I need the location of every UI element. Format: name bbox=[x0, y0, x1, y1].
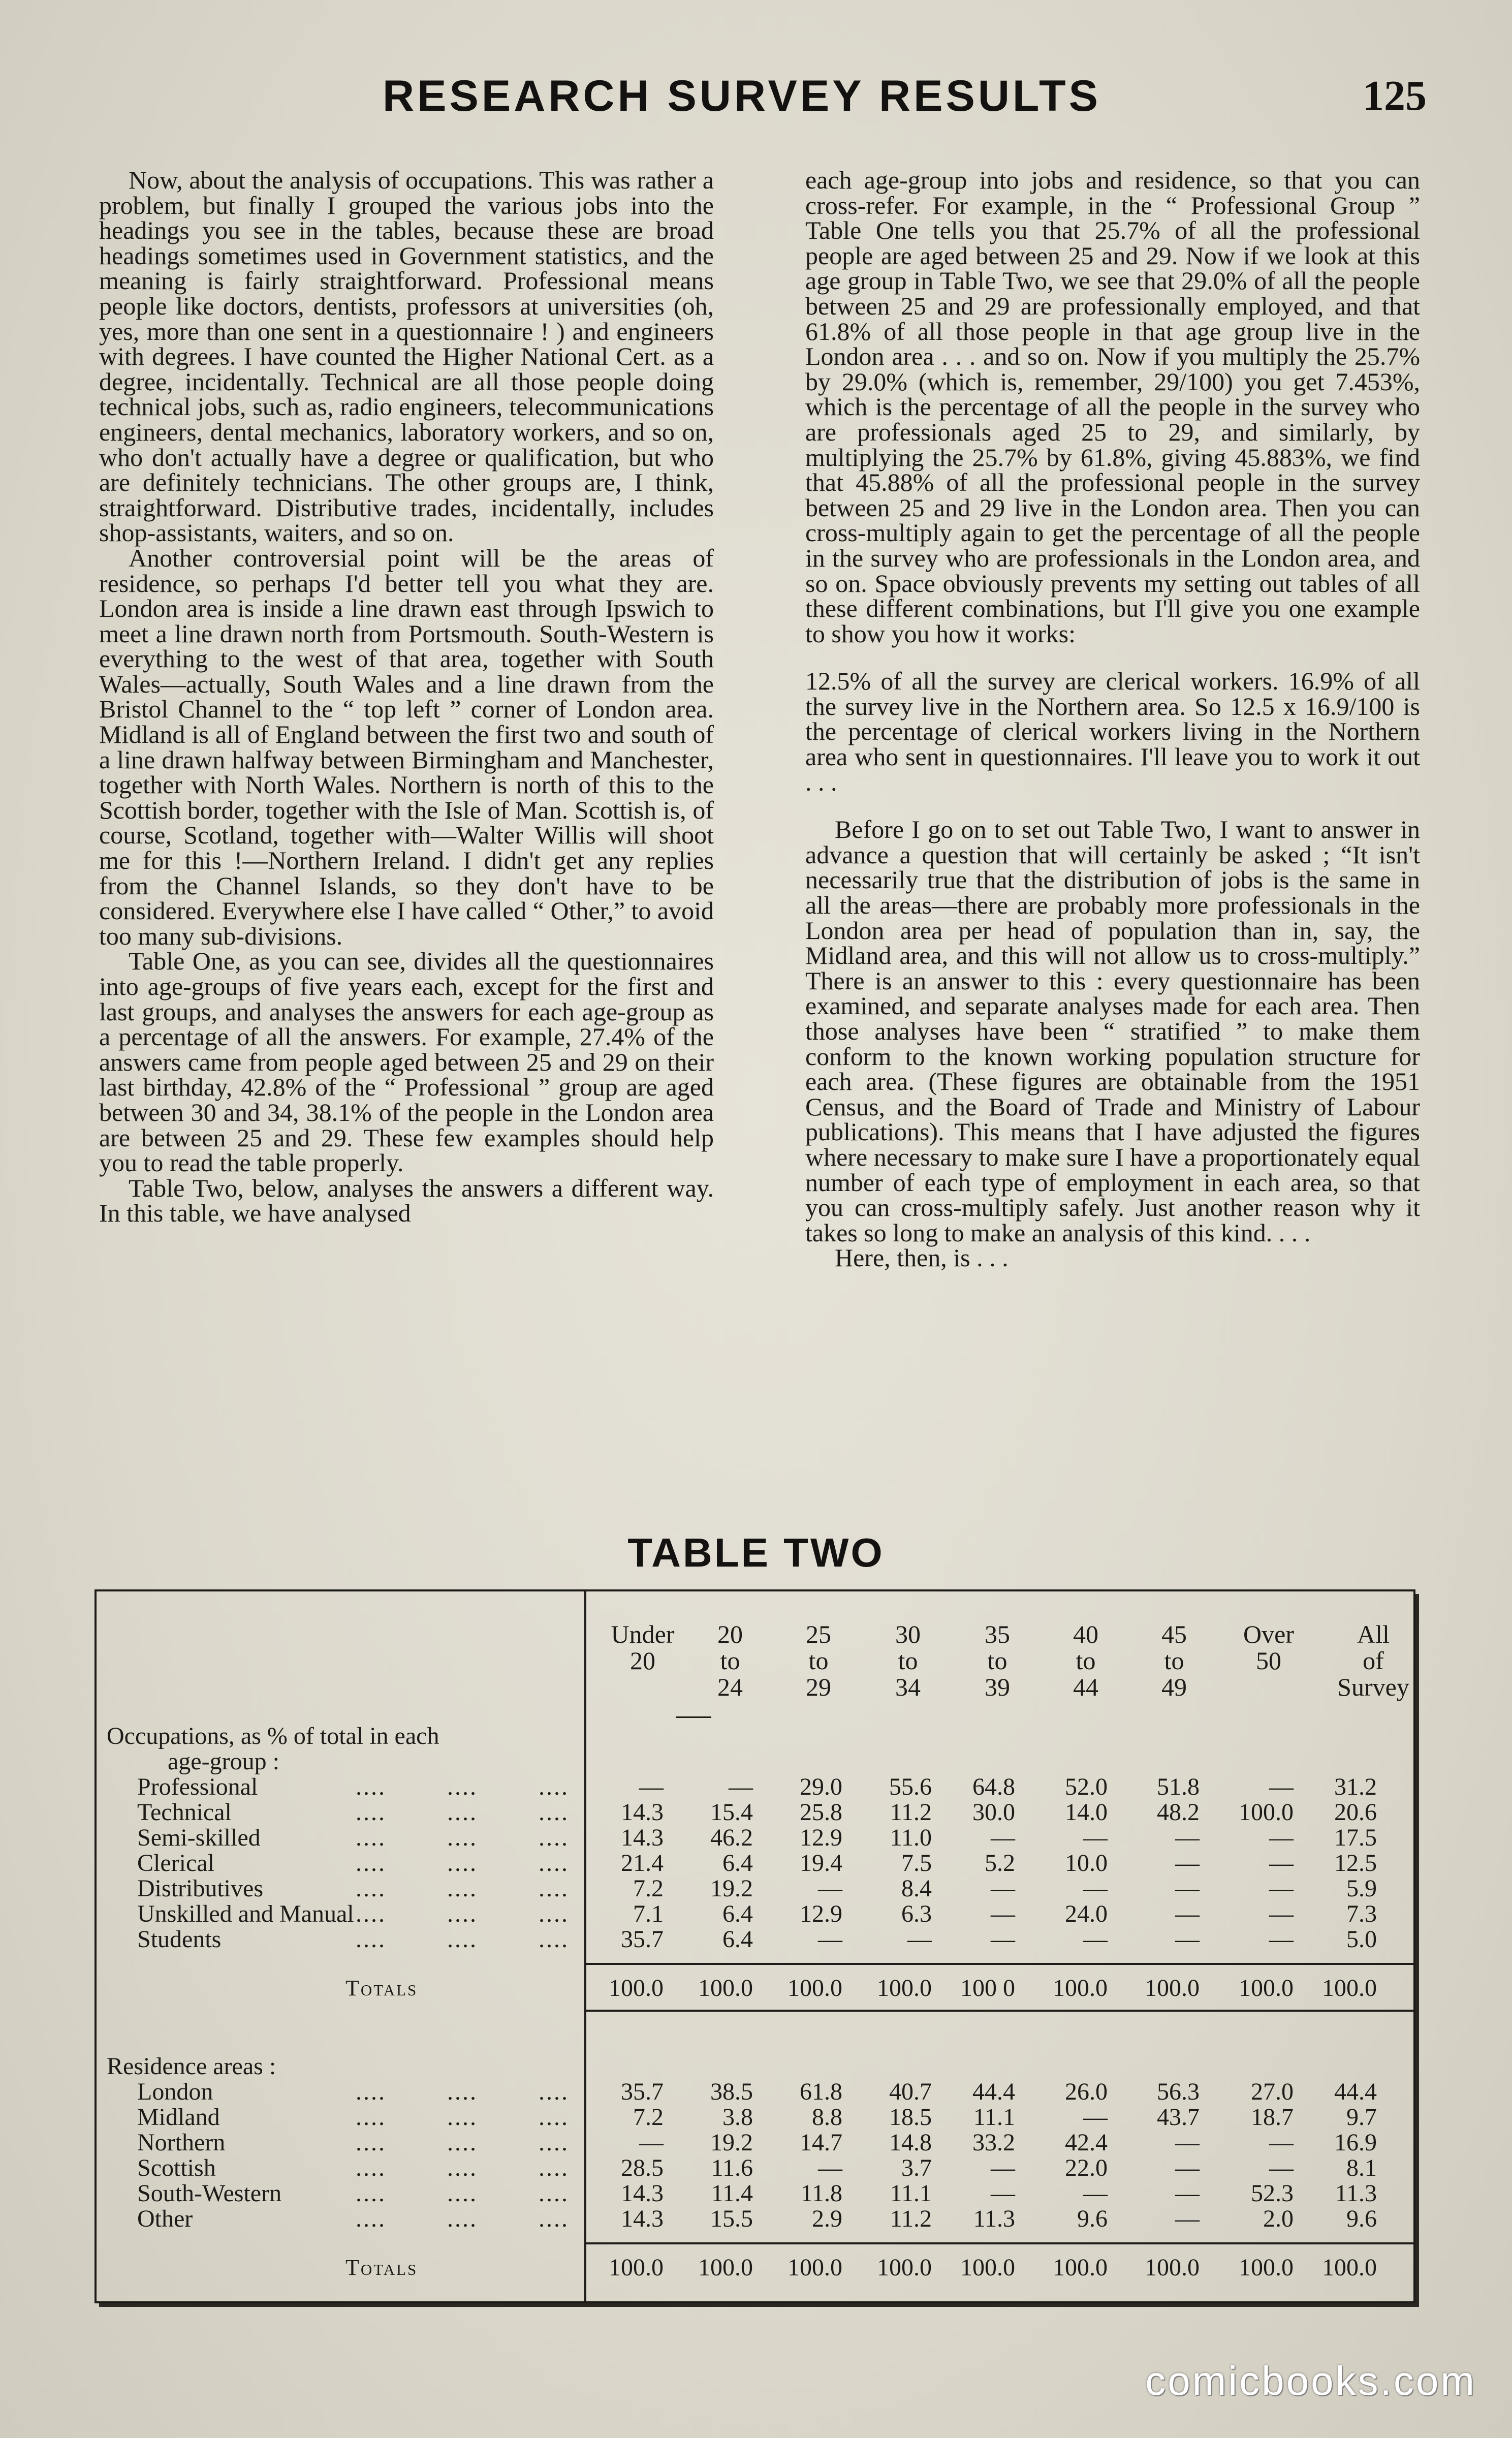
table-cell: 12.5 bbox=[1334, 1850, 1377, 1877]
table-cell: — bbox=[639, 2129, 664, 2156]
table-cell: — bbox=[991, 1824, 1015, 1851]
table-cell: 11.1 bbox=[890, 2180, 932, 2207]
leader-dots: .... bbox=[447, 1900, 478, 1927]
table-cell: 24.0 bbox=[1065, 1900, 1108, 1927]
table-cell: 5.2 bbox=[985, 1850, 1015, 1877]
table-cell: 31.2 bbox=[1334, 1773, 1377, 1800]
table-cell: — bbox=[907, 1926, 932, 1953]
table-cell: 8.4 bbox=[901, 1875, 932, 1902]
leader-dots: .... bbox=[447, 2180, 478, 2207]
totals-cell: 100.0 bbox=[1145, 2254, 1200, 2281]
table-cell: 11.1 bbox=[973, 2104, 1015, 2131]
table-cell: — bbox=[1269, 1875, 1294, 1902]
table-cell: 55.6 bbox=[889, 1773, 932, 1800]
column-header-line: 20 bbox=[630, 1646, 655, 1675]
table-cell: 18.7 bbox=[1251, 2104, 1294, 2131]
table-cell: 43.7 bbox=[1157, 2104, 1200, 2131]
table-cell: 28.5 bbox=[621, 2154, 664, 2181]
leader-dots: .... bbox=[539, 1926, 569, 1953]
totals-label: Totals bbox=[345, 1976, 418, 2001]
leader-dots: .... bbox=[539, 2078, 569, 2105]
table-cell: 11.6 bbox=[711, 2154, 753, 2181]
leader-dots: .... bbox=[539, 1875, 569, 1902]
paragraph: Table Two, below, analyses the answers a different way. In this table, we have analysed bbox=[99, 1173, 714, 1228]
table-cell: 44.4 bbox=[972, 2078, 1015, 2105]
table-rule bbox=[584, 2010, 1415, 2012]
table-rule bbox=[584, 1963, 1415, 1965]
totals-cell: 100.0 bbox=[1322, 1975, 1377, 2002]
table-cell: 15.4 bbox=[710, 1799, 753, 1826]
row-label: Technical bbox=[137, 1799, 232, 1826]
table-cell: 48.2 bbox=[1157, 1799, 1200, 1826]
table-cell: 3.8 bbox=[722, 2104, 753, 2131]
watermark: comicbooks.com bbox=[1145, 2358, 1476, 2403]
table-cell: 56.3 bbox=[1157, 2078, 1200, 2105]
table-cell: 22.0 bbox=[1065, 2154, 1108, 2181]
table-cell: 6.4 bbox=[722, 1900, 753, 1927]
table-cell: 11.8 bbox=[800, 2180, 842, 2207]
row-label: Clerical bbox=[137, 1850, 214, 1877]
leader-dots: .... bbox=[356, 2104, 386, 2131]
table-cell: 51.8 bbox=[1157, 1773, 1200, 1800]
table-cell: — bbox=[1175, 2154, 1200, 2181]
table-rule bbox=[584, 2242, 1415, 2244]
leader-dots: .... bbox=[356, 1824, 386, 1851]
leader-dots: .... bbox=[356, 1799, 386, 1826]
paragraph: Now, about the analysis of occupations. This was rather a problem, but finally I grouped the various jobs into the headings you see in the tables, because these are broad headings sometimes used in Government statistics, and the meaning is fairly straightforward. Professional means people like doctors, dentists, professors at universities (oh, yes, more than one sent in a questionnaire ! ) and engineers with degrees. I have counted the Higher National Cert. as a degree, incidentally. Technical are all those people doing technical jobs, such as, radio engineers, telecommunications engineers, dental mechanics, laboratory workers, and so on, who don't actually have a degree or qualification, but who are definitely technicians. The other groups are, I think, straightforward. Distributive trades, incidentally, includes shop-assistants, waiters, and so on. bbox=[99, 166, 714, 547]
table-cell: — bbox=[1269, 2154, 1294, 2181]
left-text-column bbox=[99, 168, 714, 1226]
table-cell: 16.9 bbox=[1334, 2129, 1377, 2156]
table-cell: 9.6 bbox=[1077, 2205, 1108, 2232]
leader-dots: .... bbox=[539, 2129, 569, 2156]
table-divider bbox=[584, 1589, 586, 2303]
table-cell: — bbox=[1083, 1926, 1108, 1953]
table-cell: — bbox=[729, 1773, 753, 1800]
table-cell: 20.6 bbox=[1334, 1799, 1377, 1826]
totals-cell: 100.0 bbox=[877, 1975, 932, 2002]
column-header-line: 39 bbox=[985, 1673, 1010, 1701]
table-cell: 14.3 bbox=[621, 1799, 664, 1826]
totals-cell: 100.0 bbox=[788, 2254, 842, 2281]
leader-dots: .... bbox=[539, 1850, 569, 1877]
totals-cell: 100.0 bbox=[1053, 2254, 1108, 2281]
residence-label: Residence areas : bbox=[107, 2053, 276, 2080]
column-header-line: 45 bbox=[1161, 1620, 1187, 1648]
column-header bbox=[1213, 1621, 1325, 1700]
table-cell: — bbox=[1269, 1926, 1294, 1953]
paragraph: Table One, as you can see, divides all the questionnaires into age-groups of five years each, except for the first and last groups, and analyses the answers for each age-group as a percentage of all the answers. For example, 27.4% of the answers came from people aged between 25 and 29 on their last birthday, 42.8% of the “ Professional ” group are aged between 30 and 34, 38.1% of the people in the London area are between 25 and 29. These few examples should help you to read the table properly. bbox=[99, 947, 714, 1177]
column-header-line: 44 bbox=[1073, 1673, 1098, 1701]
leader-dots: .... bbox=[447, 1875, 478, 1902]
table-cell: 19.2 bbox=[710, 2129, 753, 2156]
leader-dots: .... bbox=[356, 2129, 386, 2156]
table-cell: — bbox=[1175, 1850, 1200, 1877]
leader-dots: .... bbox=[356, 1850, 386, 1877]
leader-dots: .... bbox=[356, 2180, 386, 2207]
table-cell: — bbox=[639, 1773, 664, 1800]
column-header-line: 35 bbox=[985, 1620, 1010, 1648]
table-cell: 30.0 bbox=[972, 1799, 1015, 1826]
table-cell: 7.5 bbox=[901, 1850, 932, 1877]
table-cell: — bbox=[1175, 2129, 1200, 2156]
table-cell: 6.4 bbox=[722, 1850, 753, 1877]
table-cell: 27.0 bbox=[1251, 2078, 1294, 2105]
occupations-label-line2: age-group : bbox=[168, 1748, 279, 1775]
totals-cell: 100.0 bbox=[1145, 1975, 1200, 2002]
table-cell: — bbox=[991, 2180, 1015, 2207]
column-header-line: to bbox=[1076, 1646, 1096, 1675]
leader-dots: .... bbox=[447, 2154, 478, 2181]
table-cell: 3.7 bbox=[901, 2154, 932, 2181]
paragraph: Before I go on to set out Table Two, I want to answer in advance a question that will certainly be asked ; “It isn't necessarily true that the distribution of jobs is the same in all the areas—there are probably more professionals in the London area per head of population than in, say, the Midland area, and this will not allow us to cross-multiply.” There is an answer to this : every questionnaire has been examined, and separate analyses made for each area. Then those analyses have been “ stratified ” to make them conform to the known working population structure for each area. (These figures are obtainable from the 1951 Census, and the Board of Trade and Ministry of Labour publications). This means that I have adjusted the figures where necessary to make sure I have a proportionately equal number of each type of employment in each area, so that you can cross-multiply safely. Just another reason why it takes so long to make an analysis of this kind. . . . bbox=[805, 815, 1420, 1247]
paragraph: Another controversial point will be the areas of residence, so perhaps I'd better tell you what they are. London area is inside a line drawn east through Ipswich to meet a line drawn north from Portsmouth. South-Western is everything to the west of that area, together with South Wales—actually, South Wales and a line drawn from the Bristol Channel to the “ top left ” corner of London area. Midland is all of England between the first two and south of a line drawn halfway between Birmingham and Manchester, together with North Wales. Northern is north of this to the Scottish border, together with the Isle of Man. Scottish is, of course, Scotland, together with—Walter Willis will shoot me for this !—Northern Ireland. I didn't get any replies from the Channel Islands, so they don't have to be considered. Everywhere else I have called “ Other,” to avoid too many sub-divisions. bbox=[99, 543, 714, 950]
column-header-line: Survey bbox=[1337, 1673, 1409, 1701]
table-cell: 11.2 bbox=[890, 1799, 932, 1826]
table-cell: 100.0 bbox=[1239, 1799, 1294, 1826]
table-cell: 10.0 bbox=[1065, 1850, 1108, 1877]
table-cell: 2.9 bbox=[812, 2205, 842, 2232]
leader-dots: .... bbox=[356, 2078, 386, 2105]
table-cell: 12.9 bbox=[800, 1824, 842, 1851]
table-cell: — bbox=[818, 1875, 842, 1902]
table-cell: 26.0 bbox=[1065, 2078, 1108, 2105]
table-cell: — bbox=[1269, 1773, 1294, 1800]
totals-cell: 100.0 bbox=[1053, 1975, 1108, 2002]
table-cell: 8.1 bbox=[1346, 2154, 1377, 2181]
table-cell: 64.8 bbox=[972, 1773, 1015, 1800]
table-cell: 7.3 bbox=[1346, 1900, 1377, 1927]
table-cell: 14.7 bbox=[800, 2129, 842, 2156]
column-header-line: Over bbox=[1243, 1620, 1294, 1648]
table-cell: — bbox=[1083, 1875, 1108, 1902]
leader-dots: .... bbox=[356, 1926, 386, 1953]
table-cell: 42.4 bbox=[1065, 2129, 1108, 2156]
table-cell: — bbox=[991, 1900, 1015, 1927]
table-cell: 14.0 bbox=[1065, 1799, 1108, 1826]
leader-dots: .... bbox=[447, 1799, 478, 1826]
table-cell: 5.9 bbox=[1346, 1875, 1377, 1902]
table-cell: 46.2 bbox=[710, 1824, 753, 1851]
totals-cell: 100.0 bbox=[788, 1975, 842, 2002]
column-header-line: 29 bbox=[806, 1673, 831, 1701]
leader-dots: .... bbox=[356, 2205, 386, 2232]
row-label: Semi-skilled bbox=[137, 1824, 261, 1851]
row-label: Midland bbox=[137, 2104, 220, 2131]
column-header-line: to bbox=[720, 1646, 740, 1675]
table-cell: 6.4 bbox=[722, 1926, 753, 1953]
table-cell: 35.7 bbox=[621, 1926, 664, 1953]
row-label: Unskilled and Manual bbox=[137, 1900, 354, 1927]
table-title: TABLE TWO bbox=[627, 1530, 885, 1575]
table-cell: 44.4 bbox=[1334, 2078, 1377, 2105]
right-text-column bbox=[805, 168, 1420, 1271]
table-cell: — bbox=[991, 1875, 1015, 1902]
table-cell: — bbox=[1269, 1900, 1294, 1927]
leader-dots: .... bbox=[539, 2154, 569, 2181]
table-cell: 11.3 bbox=[973, 2205, 1015, 2232]
table-cell: 18.5 bbox=[889, 2104, 932, 2131]
totals-cell: 100 0 bbox=[960, 1975, 1015, 2002]
table-cell: — bbox=[1175, 1824, 1200, 1851]
table-cell: 29.0 bbox=[800, 1773, 842, 1800]
totals-label: Totals bbox=[345, 2255, 418, 2280]
column-header-line: 20 bbox=[717, 1620, 743, 1648]
leader-dots: .... bbox=[539, 2205, 569, 2232]
table-cell: — bbox=[1269, 1824, 1294, 1851]
table-cell: 2.0 bbox=[1263, 2205, 1294, 2232]
totals-cell: 100.0 bbox=[1239, 1975, 1294, 2002]
leader-dots: .... bbox=[356, 2154, 386, 2181]
row-label: Northern bbox=[137, 2129, 226, 2156]
leader-dots: .... bbox=[356, 1875, 386, 1902]
column-header-line: to bbox=[808, 1646, 829, 1675]
leader-dots: .... bbox=[447, 1926, 478, 1953]
leader-dots: .... bbox=[356, 1773, 386, 1800]
table-tick bbox=[676, 1716, 711, 1718]
table-cell: 11.3 bbox=[1335, 2180, 1377, 2207]
column-header-line: 34 bbox=[895, 1673, 921, 1701]
table-cell: 14.8 bbox=[889, 2129, 932, 2156]
table-cell: 61.8 bbox=[800, 2078, 842, 2105]
table-cell: 52.0 bbox=[1065, 1773, 1108, 1800]
leader-dots: .... bbox=[447, 2205, 478, 2232]
table-cell: 12.9 bbox=[800, 1900, 842, 1927]
paragraph: Here, then, is . . . bbox=[835, 1243, 1009, 1272]
leader-dots: .... bbox=[356, 1900, 386, 1927]
totals-cell: 100.0 bbox=[877, 2254, 932, 2281]
table-cell: 38.5 bbox=[710, 2078, 753, 2105]
column-header-line: of bbox=[1363, 1646, 1384, 1675]
row-label: Distributives bbox=[137, 1875, 263, 1902]
table-cell: 33.2 bbox=[972, 2129, 1015, 2156]
row-label: Professional bbox=[137, 1773, 258, 1800]
row-label: South-Western bbox=[137, 2180, 282, 2207]
column-header-line: 24 bbox=[717, 1673, 743, 1701]
column-header-line: 50 bbox=[1256, 1646, 1281, 1675]
totals-cell: 100.0 bbox=[1239, 2254, 1294, 2281]
paragraph: 12.5% of all the survey are clerical workers. 16.9% of all the survey live in the Northern area. So 12.5 x 16.9/100 is the percentage of clerical workers living in the Northern area who sent in questionnaires. I'll leave you to work it out . . . bbox=[805, 667, 1420, 796]
totals-cell: 100.0 bbox=[609, 2254, 664, 2281]
totals-cell: 100.0 bbox=[1322, 2254, 1377, 2281]
column-header-line: 49 bbox=[1161, 1673, 1187, 1701]
totals-cell: 100.0 bbox=[698, 1975, 753, 2002]
table-cell: 15.5 bbox=[710, 2205, 753, 2232]
table-cell: 19.2 bbox=[710, 1875, 753, 1902]
table-cell: 7.1 bbox=[633, 1900, 664, 1927]
table-cell: 17.5 bbox=[1334, 1824, 1377, 1851]
table-cell: — bbox=[1269, 2129, 1294, 2156]
leader-dots: .... bbox=[447, 2129, 478, 2156]
table-cell: — bbox=[1175, 1900, 1200, 1927]
column-header-line bbox=[1213, 1674, 1325, 1700]
table-cell: 11.2 bbox=[890, 2205, 932, 2232]
leader-dots: .... bbox=[539, 1824, 569, 1851]
column-header-line: 25 bbox=[806, 1620, 831, 1648]
table-cell: — bbox=[818, 2154, 842, 2181]
row-label: Other bbox=[137, 2205, 193, 2232]
table-cell: — bbox=[1269, 1850, 1294, 1877]
table-cell: 35.7 bbox=[621, 2078, 664, 2105]
table-cell: — bbox=[1083, 2180, 1108, 2207]
table-cell: — bbox=[1175, 2180, 1200, 2207]
table-cell: — bbox=[991, 1926, 1015, 1953]
table-cell: 14.3 bbox=[621, 1824, 664, 1851]
row-label: Students bbox=[137, 1926, 222, 1953]
table-cell: — bbox=[1083, 1824, 1108, 1851]
table-cell: 11.4 bbox=[711, 2180, 753, 2207]
column-header-line: All bbox=[1357, 1620, 1390, 1648]
table-cell: 14.3 bbox=[621, 2180, 664, 2207]
totals-cell: 100.0 bbox=[609, 1975, 664, 2002]
table-cell: — bbox=[1175, 2205, 1200, 2232]
table-cell: 8.8 bbox=[812, 2104, 842, 2131]
leader-dots: .... bbox=[539, 1900, 569, 1927]
leader-dots: .... bbox=[447, 1850, 478, 1877]
column-header-line: 40 bbox=[1073, 1620, 1098, 1648]
table-cell: 52.3 bbox=[1251, 2180, 1294, 2207]
table-cell: 25.8 bbox=[800, 1799, 842, 1826]
leader-dots: .... bbox=[539, 1799, 569, 1826]
table-cell: — bbox=[1083, 2104, 1108, 2131]
leader-dots: .... bbox=[539, 1773, 569, 1800]
leader-dots: .... bbox=[539, 2104, 569, 2131]
leader-dots: .... bbox=[539, 2180, 569, 2207]
leader-dots: .... bbox=[447, 2104, 478, 2131]
column-header-line: 30 bbox=[895, 1620, 921, 1648]
column-header-line: to bbox=[898, 1646, 918, 1675]
row-label: London bbox=[137, 2078, 213, 2105]
leader-dots: .... bbox=[447, 1773, 478, 1800]
leader-dots: .... bbox=[447, 1824, 478, 1851]
table-cell: 7.2 bbox=[633, 1875, 664, 1902]
table-cell: 14.3 bbox=[621, 2205, 664, 2232]
paragraph: each age-group into jobs and residence, so that you can cross-refer. For example, in the “ Professional Group ” Table One tells you that 25.7% of all the professional people are aged between 25 and 29. Now if we look at this age group in Table Two, we see that 29.0% of all the people between 25 and 29 are professionally employed, and that 61.8% of all those people in that age group live in the London area . . . and so on. Now if you multiply the 25.7% by 29.0% (which is, remember, 29/100) you get 7.453%, which is the percentage of all the people in the survey who are professionals aged 25 to 29, and similarly, by multiplying the 25.7% by 61.8%, giving 45.883%, we find that 45.88% of all the professional people in the survey between 25 and 29 live in the London area. Then you can cross-multiply again to get the percentage of all the people in the survey who are professionals in the London area, and so on. Space obviously prevents my setting out tables of all these different combinations, but I'll give you one example to show you how it works: bbox=[805, 166, 1420, 648]
table-cell: 7.2 bbox=[633, 2104, 664, 2131]
column-header bbox=[1317, 1621, 1429, 1700]
table-cell: — bbox=[1175, 1875, 1200, 1902]
table-cell: — bbox=[818, 1926, 842, 1953]
page-header-title: RESEARCH SURVEY RESULTS bbox=[383, 72, 1101, 120]
table-cell: — bbox=[991, 2154, 1015, 2181]
table-cell: 11.0 bbox=[890, 1824, 932, 1851]
column-header-line: to bbox=[1164, 1646, 1184, 1675]
leader-dots: .... bbox=[447, 2078, 478, 2105]
table-cell: 19.4 bbox=[800, 1850, 842, 1877]
table-cell: 9.7 bbox=[1346, 2104, 1377, 2131]
totals-cell: 100.0 bbox=[960, 2254, 1015, 2281]
table-cell: 5.0 bbox=[1346, 1926, 1377, 1953]
page-number: 125 bbox=[1363, 72, 1427, 119]
table-cell: 40.7 bbox=[889, 2078, 932, 2105]
column-header-line: Under bbox=[611, 1620, 675, 1648]
table-cell: 9.6 bbox=[1346, 2205, 1377, 2232]
column-header-line: to bbox=[987, 1646, 1007, 1675]
table-cell: — bbox=[1175, 1926, 1200, 1953]
row-label: Scottish bbox=[137, 2154, 216, 2181]
table-cell: 21.4 bbox=[621, 1850, 664, 1877]
totals-cell: 100.0 bbox=[698, 2254, 753, 2281]
occupations-label: Occupations, as % of total in each bbox=[107, 1723, 439, 1749]
table-cell: 6.3 bbox=[901, 1900, 932, 1927]
